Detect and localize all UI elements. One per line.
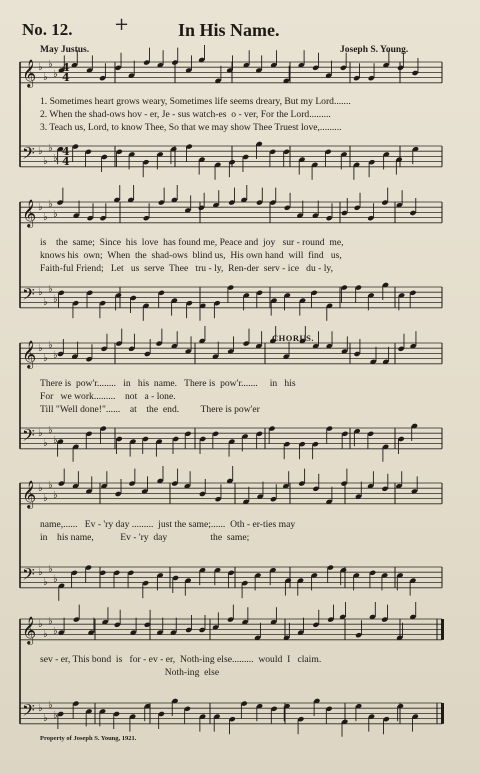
flat-sign-icon: ♭ [43,493,48,504]
flat-sign-icon: ♭ [53,710,58,721]
treble-clef-icon: 𝄞 [22,199,37,227]
flat-sign-icon: ♭ [48,700,53,711]
time-signature: 4 [62,145,70,158]
lyric-line: Till "Well done!"...... at the end. There is pow'er [40,404,260,415]
flat-sign-icon: ♭ [43,297,48,308]
flat-sign-icon: ♭ [53,153,58,164]
bass-clef-icon: 𝄢 [22,564,35,588]
flat-sign-icon: ♭ [48,143,53,154]
lyric-line: For we work......... not a - lone. [40,391,176,402]
lyric-line: There is pow'r........ in his name. There is pow'r....... in his [40,378,296,389]
lyric-line: Faith-ful Friend; Let us serve Thee tru - ly, Ren-der serv - ice du - ly, [40,263,333,274]
lyric-line: is the same; Since his love has found me, Peace and joy sur - round me, [40,237,344,248]
treble-clef-icon: 𝄞 [22,616,37,644]
flat-sign-icon: ♭ [43,629,48,640]
flat-sign-icon: ♭ [53,574,58,585]
bass-clef-icon: 𝄢 [22,143,35,167]
author-credit: Joseph S. Young. [340,45,409,55]
flat-sign-icon: ♭ [48,340,53,351]
flat-sign-icon: ♭ [48,199,53,210]
flat-sign-icon: ♭ [48,564,53,575]
flat-sign-icon: ♭ [43,72,48,83]
flat-sign-icon: ♭ [38,483,43,494]
treble-clef-icon: 𝄞 [22,340,37,368]
flat-sign-icon: ♭ [53,626,58,637]
flat-sign-icon: ♭ [48,59,53,70]
flat-sign-icon: ♭ [38,428,43,439]
hymn-title: In His Name. [178,20,280,40]
pencil-mark: + [114,14,130,35]
flat-sign-icon: ♭ [38,343,43,354]
flat-sign-icon: ♭ [53,490,58,501]
time-signature: 4 [62,61,70,74]
flat-sign-icon: ♭ [43,577,48,588]
treble-clef-icon: 𝄞 [22,480,37,508]
flat-sign-icon: ♭ [38,146,43,157]
flat-sign-icon: ♭ [53,69,58,80]
lyric-line: knows his own; When the shad-ows blind us, His own hand will find us, [40,250,342,261]
flat-sign-icon: ♭ [38,202,43,213]
lyric-line: 2. When the shad-ows hov - er, Je - sus watch-es o - ver, For the Lord......... [40,109,331,120]
flat-sign-icon: ♭ [43,156,48,167]
flat-sign-icon: ♭ [38,619,43,630]
treble-clef-icon: 𝄞 [22,59,37,87]
time-signature: 4 [62,71,70,84]
flat-sign-icon: ♭ [38,703,43,714]
flat-sign-icon: ♭ [53,294,58,305]
flat-sign-icon: ♭ [53,209,58,220]
flat-sign-icon: ♭ [38,287,43,298]
bass-clef-icon: 𝄢 [22,284,35,308]
lyric-line: name,...... Ev - 'ry day ......... just the same;...... Oth - er-ties may [40,519,296,530]
time-signature: 4 [62,155,70,168]
lyric-line: 1. Sometimes heart grows weary, Sometimes life seems dreary, But my Lord....... [40,96,351,107]
flat-sign-icon: ♭ [43,438,48,449]
final-bar-line [441,619,444,640]
hymn-number: No. 12. [22,20,73,39]
flat-sign-icon: ♭ [48,480,53,491]
flat-sign-icon: ♭ [53,350,58,361]
flat-sign-icon: ♭ [43,353,48,364]
chorus-label: CHORUS. [272,333,314,343]
lyric-line: Noth-ing else [40,667,220,678]
flat-sign-icon: ♭ [48,616,53,627]
lyric-line: in his name, Ev - 'ry day the same; [40,532,250,543]
lyric-line: sev - er, This bond is for - ev - er, Noth-ing else......... would I claim. [40,654,322,665]
flat-sign-icon: ♭ [53,435,58,446]
final-bar-line [441,703,444,724]
copyright-footer: Property of Joseph S. Young, 1921. [40,735,137,742]
flat-sign-icon: ♭ [38,62,43,73]
bass-clef-icon: 𝄢 [22,700,35,724]
bass-clef-icon: 𝄢 [22,425,35,449]
flat-sign-icon: ♭ [43,713,48,724]
flat-sign-icon: ♭ [43,212,48,223]
flat-sign-icon: ♭ [48,284,53,295]
composer-credit: May Justus. [40,45,90,55]
flat-sign-icon: ♭ [38,567,43,578]
lyric-line: 3. Teach us, Lord, to know Thee, So that we may show Thee Truest love,......... [40,122,342,133]
flat-sign-icon: ♭ [48,425,53,436]
